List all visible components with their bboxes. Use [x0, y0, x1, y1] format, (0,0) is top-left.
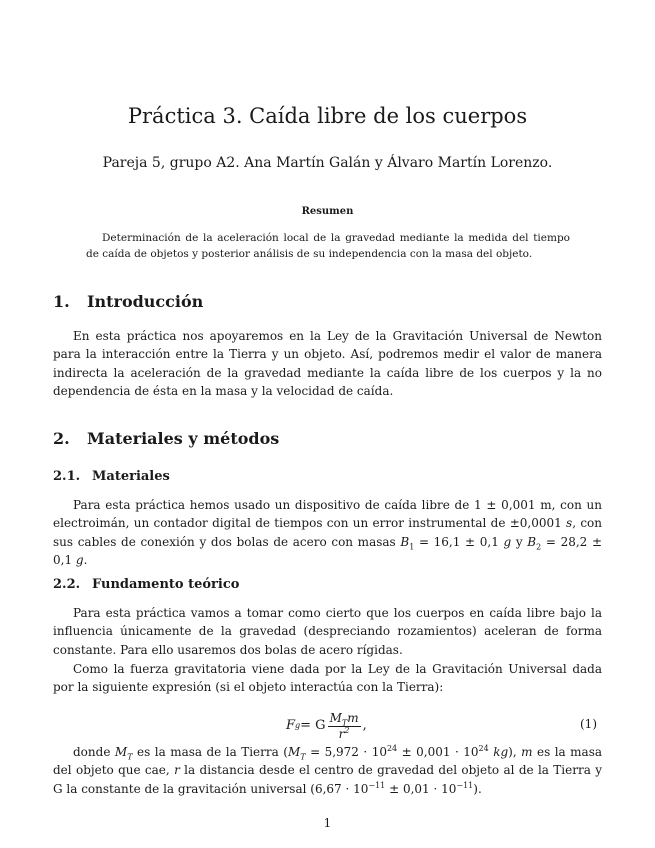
subsection-title: Materiales [92, 469, 170, 484]
subsection-title: Fundamento teórico [92, 577, 240, 592]
paper-title: Práctica 3. Caída libre de los cuerpos [127, 104, 528, 128]
paper-authors: Pareja 5, grupo A2. Ana Martín Galán y Álvaro Martín Lorenzo. [102, 155, 553, 171]
theory-paragraph-2: Como la fuerza gravitatoria viene dada por la Ley de la Gravitación Universal dada por la siguiente expresión (si el objeto interactúa con la Tierra): [53, 662, 602, 695]
page-number: 1 [323, 816, 332, 830]
section-title: Introducción [87, 292, 204, 311]
subsection-number: 2.1. [53, 469, 81, 484]
theory-paragraph-1: Para esta práctica vamos a tomar como cierto que los cuerpos en caída libre bajo la influencia únicamente de la gravedad (despreciando rozamientos) aceleran de forma constante. Para ello usaremos dos bolas de acero rígidas. [53, 606, 602, 657]
theory-paragraph-3: donde $M_T$ es la masa de la Tierra ($M_T = 5,972 \cdot 10^{24} \pm 0,001 \cdot 10^{24}$ kg), m es la masa del objeto que cae, r la distancia desde el centro de gravedad del objeto al de la Tierra y G la constante de la gravitación universal $(6,67 \cdot 10^{-11} \pm 0,01 \cdot 10^{-11})$. [53, 744, 603, 796]
section-intro-heading [53, 291, 203, 313]
abstract-text: Determinación de la aceleración local de la gravedad mediante la medida del tiempo de caída de objetos y posterior análisis de su independencia con la masa del objeto. [86, 232, 570, 260]
subsection-materials-heading [53, 468, 170, 486]
equation-fraction: $\frac{M_Tm}{r^2}$ [329, 710, 359, 741]
equation-gravitation: F g = G $\frac{M_Tm}{r^2}$ , [286, 710, 367, 741]
section-methods-heading [53, 428, 279, 450]
abstract-heading: Resumen [301, 206, 354, 217]
intro-paragraph: En esta práctica nos apoyaremos en la Ley de la Gravitación Universal de Newton para la interacción entre la Tierra y un objeto. Así, podremos medir el valor de manera indirecta la aceleración de la gravedad mediante la caída libre de los cuerpos y la no dependencia de ésta en la masa y la velocidad de caída. [53, 329, 602, 399]
section-title: Materiales y métodos [87, 429, 280, 448]
subsection-theory-heading [53, 576, 239, 594]
materials-paragraph: Para esta práctica hemos usado un dispositivo de caída libre de 1 ± 0,001 m, con un electroimán, un contador digital de tiempos con un error instrumental de ±0,0001 s, con sus cables de conexión y dos bolas de acero con masas $B_1 = 16,1 \pm 0,1$ g y $B_2 = 28,2 \pm 0,1$ g. [53, 498, 603, 568]
subsection-number: 2.2. [53, 577, 81, 592]
section-number: 2. [53, 429, 70, 448]
equation-number: (1) [580, 717, 597, 731]
section-number: 1. [53, 292, 70, 311]
